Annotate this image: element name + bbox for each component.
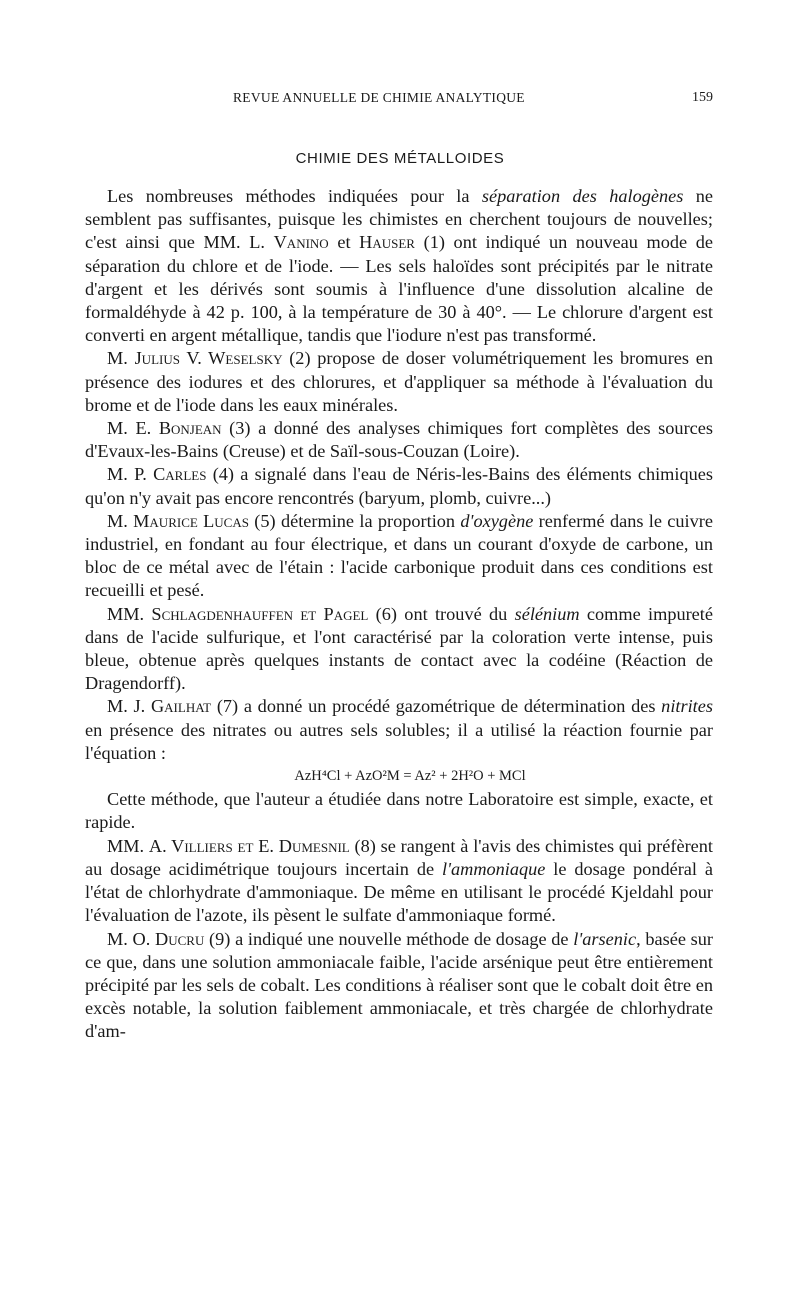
paragraph: M. Maurice Lucas (5) détermine la proportion d'oxygène renfermé dans le cuivre industriel, en fondant au four électrique, et dans un courant d'oxyde de carbone, un bloc de ce métal avec de l'étain : l'acide carbonique produit dans ces conditions est recueilli et pesé.	[85, 510, 713, 601]
running-title: REVUE ANNUELLE DE CHIMIE ANALYTIQUE	[233, 90, 525, 105]
paragraph: MM. A. Villiers et E. Dumesnil (8) se rangent à l'avis des chimistes qui préfèrent au dosage acidimétrique toujours incertain de l'ammoniaque le dosage pondéral à l'état de chlorhydrate d'ammoniaque. De même en utilisant le procédé Kjeldahl pour l'évaluation de l'azote, ils pèsent le sulfate d'ammoniaque formé.	[85, 835, 714, 926]
emphasis: l'arsenic	[573, 928, 637, 949]
paragraph: M. E. Bonjean (3) a donné des analyses chimiques fort complètes des sources d'Evaux-les-Bains (Creuse) et de Saïl-sous-Couzan (Loire).	[85, 418, 714, 462]
page-number: 159	[692, 90, 713, 105]
paragraph: Cette méthode, que l'auteur a étudiée dans notre Laboratoire est simple, exacte, et rapide.	[85, 789, 713, 833]
paragraph: Les nombreuses méthodes indiquées pour la séparation des halogènes ne semblent pas suffisantes, puisque les chimistes en cherchent toujours de nouvelles; c'est ainsi que MM. L. Vanino et Hauser (1) ont indiqué un nouveau mode de séparation du chlore et de l'iode. — Les sels haloïdes sont précipités par le nitrate d'argent et les dérivés sont soumis à l'influence d'une dissolution alcaline de formaldéhyde à 42 p. 100, à la température de 30 à 40°. — Le chlorure d'argent est converti en argent métallique, tandis que l'iodure n'est pas transformé.	[85, 186, 714, 346]
body-text	[85, 185, 713, 1044]
author-name: Gailhat	[150, 696, 212, 717]
chemical-equation: AzH⁴Cl + AzO²M = Az² + 2H²O + MCl	[294, 768, 526, 785]
paragraph: M. J. Gailhat (7) a donné un procédé gazométrique de détermination des nitrites en présence des nitrates ou autres sels solubles; il a utilisé la réaction fournie par l'équation :	[85, 696, 713, 763]
paragraph: M. O. Ducru (9) a indiqué une nouvelle méthode de dosage de l'arsenic, basée sur ce que, dans une solution ammoniacale faible, l'acide arsénique peut être entièrement précipité par les sels de cobalt. Les conditions à réaliser sont que le cobalt doit être en excès notable, la solution faiblement ammoniacale, et très chargée de chlorhydrate d'am-	[85, 928, 713, 1042]
emphasis: séparation des halogènes	[481, 186, 684, 206]
author-name: Hauser	[359, 232, 415, 253]
emphasis: nitrites	[661, 696, 713, 717]
paragraph: MM. Schlagdenhauffen et Pagel (6) ont trouvé du sélénium comme impureté dans de l'acide sulfurique, et l'ont caractérisé par la coloration verte intense, puis bleue, obtenue après quelques instants de contact avec la codéine (Réaction de Dragendorff).	[85, 603, 713, 694]
author-name: Ducru	[155, 928, 205, 949]
emphasis: d'oxygène	[460, 510, 534, 531]
author-name: Carles	[153, 464, 207, 485]
author-name: Vanino	[273, 232, 329, 253]
author-name: Julius V. Weselsky	[134, 348, 283, 369]
emphasis: sélénium	[514, 603, 580, 624]
page-header	[85, 90, 713, 110]
author-name: Bonjean	[158, 418, 222, 439]
author-name: Schlagdenhauffen et Pagel	[151, 603, 369, 624]
emphasis: l'ammoniaque	[441, 858, 546, 879]
author-name: A. Villiers et E. Dumesnil	[148, 835, 350, 856]
paragraph: M. Julius V. Weselsky (2) propose de doser volumétriquement les bromures en présence des iodures et des chlorures, et d'appliquer sa méthode à l'évaluation du brome et de l'iode dans les eaux minérales.	[85, 348, 713, 415]
author-name: Maurice Lucas	[133, 510, 249, 531]
paragraph: M. P. Carles (4) a signalé dans l'eau de Néris-les-Bains des éléments chimiques qu'on n'y avait pas encore rencontrés (baryum, plomb, cuivre...)	[85, 464, 713, 508]
section-title: CHIMIE DES MÉTALLOIDES	[295, 150, 505, 167]
